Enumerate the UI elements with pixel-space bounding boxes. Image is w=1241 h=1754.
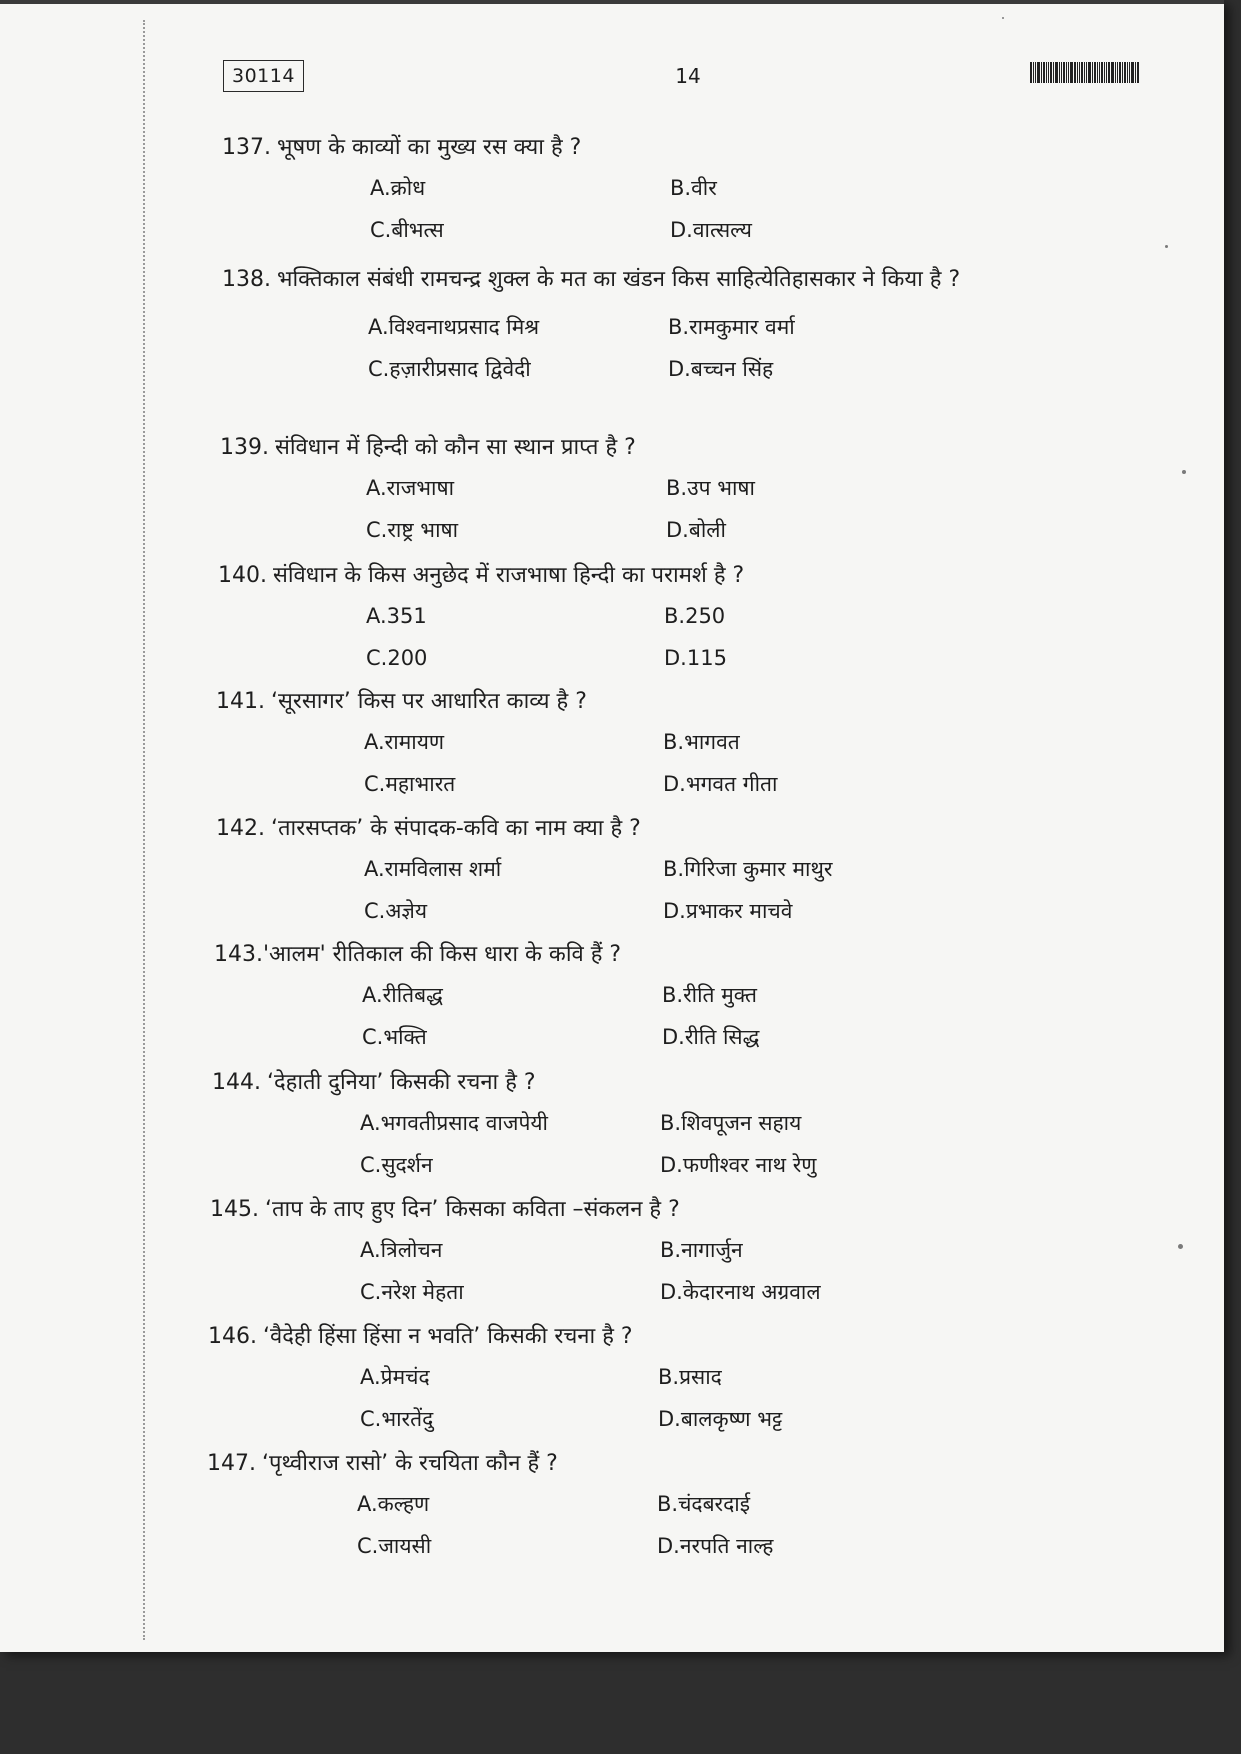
option-c: C.नरेश मेहता (360, 1280, 464, 1304)
option-c: C.सुदर्शन (360, 1153, 433, 1177)
option-b: B.उप भाषा (666, 476, 755, 500)
question-text (214, 940, 1164, 970)
barcode-bar (1086, 62, 1087, 83)
barcode-bar (1111, 62, 1114, 83)
options-row (210, 1235, 1160, 1277)
option-a: A.राजभाषा (366, 476, 455, 500)
barcode-bar (1070, 62, 1073, 83)
barcode-bar (1117, 62, 1118, 83)
question-prompt: 'आलम' रीतिकाल की किस धारा के कवि हैं ? (262, 942, 622, 967)
barcode-bar (1122, 62, 1123, 83)
option-d: D.115 (664, 646, 727, 670)
barcode-bar (1108, 62, 1110, 83)
barcode-bar (1129, 62, 1130, 83)
barcode-bar (1106, 62, 1107, 83)
option-a: A.विश्वनाथप्रसाद मिश्र (368, 315, 540, 339)
option-b: B.नागार्जुन (660, 1238, 743, 1262)
question-prompt: संविधान के किस अनुछेद में राजभाषा हिन्दी का परामर्श है ? (272, 563, 745, 588)
option-d: D.बालकृष्ण भट्ट (658, 1407, 783, 1431)
question-number: 143. (214, 942, 263, 967)
option-c: C.बीभत्स (370, 218, 444, 242)
options-row (208, 1362, 1158, 1404)
option-b: B.गिरिजा कुमार माथुर (663, 857, 833, 881)
question-prompt: ‘ताप के ताए हुए दिन’ किसका कविता –संकलन है ? (264, 1197, 680, 1222)
option-a: A.रामविलास शर्मा (364, 857, 502, 881)
barcode-bar (1041, 62, 1042, 83)
question-number: 141. (216, 689, 265, 714)
option-d: D.नरपति नाल्ह (657, 1534, 774, 1558)
option-d: D.प्रभाकर माचवे (663, 899, 793, 923)
question-prompt: ‘वैदेही हिंसा हिंसा न भवति’ किसकी रचना है ? (262, 1324, 633, 1349)
barcode-icon (1030, 62, 1140, 83)
barcode-bar (1135, 62, 1136, 83)
barcode-bar (1050, 62, 1052, 83)
barcode-bar (1137, 62, 1139, 83)
barcode-bar (1055, 62, 1058, 83)
options-row (210, 1277, 1160, 1319)
question-text (216, 687, 1166, 717)
options-row (218, 601, 1168, 643)
question-prompt: भक्तिकाल संबंधी रामचन्द्र शुक्ल के मत का खंडन किस साहित्येतिहासकार ने किया है ? (276, 267, 961, 292)
scan-edge (0, 0, 1224, 4)
barcode-bar (1079, 62, 1080, 83)
margin-perforation (143, 20, 145, 1640)
question-text (222, 133, 1172, 163)
option-b: B.चंदबरदाई (657, 1492, 751, 1516)
barcode-bar (1127, 62, 1128, 83)
question-140 (218, 561, 1168, 685)
options-row (220, 515, 1170, 557)
option-b: B.रामकुमार वर्मा (668, 315, 795, 339)
barcode-bar (1033, 62, 1034, 83)
option-b: B.भागवत (663, 730, 740, 754)
scan-speck (1002, 17, 1004, 19)
option-d: D.केदारनाथ अग्रवाल (660, 1280, 821, 1304)
question-146 (208, 1322, 1158, 1446)
option-d: D.बच्चन सिंह (668, 357, 774, 381)
options-row (222, 312, 1172, 354)
options-row (222, 354, 1172, 396)
barcode-bar (1088, 62, 1091, 83)
barcode-bar (1092, 62, 1093, 83)
options-row (222, 173, 1172, 215)
options-row (216, 727, 1166, 769)
option-c: C.राष्ट्र भाषा (366, 518, 459, 542)
option-c: C.जायसी (357, 1534, 432, 1558)
question-143 (214, 940, 1164, 1064)
option-b: B.रीति मुक्त (662, 983, 757, 1007)
question-text (208, 1322, 1158, 1352)
question-text (210, 1195, 1160, 1225)
question-prompt: संविधान में हिन्दी को कौन सा स्थान प्राप्त है ? (274, 435, 636, 460)
barcode-bar (1115, 62, 1116, 83)
option-a: A.प्रेमचंद (360, 1365, 430, 1389)
option-c: C.200 (366, 646, 428, 670)
question-text (212, 1068, 1162, 1098)
paper-code-box: 30114 (223, 60, 304, 92)
question-text (220, 433, 1170, 463)
question-text (218, 561, 1168, 591)
barcode-bar (1046, 62, 1047, 83)
barcode-bar (1094, 62, 1096, 83)
option-a: A.रीतिबद्ध (362, 983, 443, 1007)
option-d: D.रीति सिद्ध (662, 1025, 760, 1049)
scan-speck (1182, 470, 1186, 474)
options-row (212, 1150, 1162, 1192)
options-row (218, 643, 1168, 685)
barcode-bar (1043, 62, 1045, 83)
barcode-bar (1077, 62, 1078, 83)
question-137 (222, 133, 1172, 257)
barcode-bar (1119, 62, 1121, 83)
scan-speck (1178, 1244, 1183, 1249)
barcode-bar (1097, 62, 1098, 83)
question-prompt: ‘पृथ्वीराज रासो’ के रचयिता कौन हैं ? (261, 1451, 558, 1476)
barcode-bar (1074, 62, 1076, 83)
option-a: A.क्रोध (370, 176, 426, 200)
option-a: A.कल्हण (357, 1492, 430, 1516)
options-row (216, 769, 1166, 811)
question-145 (210, 1195, 1160, 1319)
question-prompt: भूषण के काव्यों का मुख्य रस क्या है ? (276, 135, 582, 160)
barcode-bar (1104, 62, 1105, 83)
question-text (216, 814, 1166, 844)
question-number: 138. (222, 267, 271, 292)
barcode-bar (1099, 62, 1100, 83)
question-number: 145. (210, 1197, 259, 1222)
option-d: D.बोली (666, 518, 726, 542)
option-c: C.भारतेंदु (360, 1407, 434, 1431)
options-row (220, 473, 1170, 515)
question-number: 146. (208, 1324, 257, 1349)
barcode-bar (1053, 62, 1054, 83)
option-a: A.351 (366, 604, 427, 628)
question-number: 137. (222, 135, 271, 160)
question-141 (216, 687, 1166, 811)
barcode-bar (1131, 62, 1134, 83)
options-row (208, 1404, 1158, 1446)
option-d: D.फणीश्वर नाथ रेणु (660, 1153, 817, 1177)
option-c: C.भक्ति (362, 1025, 427, 1049)
question-144 (212, 1068, 1162, 1192)
question-number: 144. (212, 1070, 261, 1095)
scan-speck (1165, 245, 1168, 248)
option-d: D.भगवत गीता (663, 772, 778, 796)
barcode-bar (1081, 62, 1083, 83)
options-row (207, 1531, 1157, 1573)
barcode-bar (1048, 62, 1049, 83)
option-a: A.त्रिलोचन (360, 1238, 443, 1262)
page-number: 14 (675, 64, 701, 88)
barcode-bar (1084, 62, 1085, 83)
question-number: 147. (207, 1451, 256, 1476)
question-text (222, 262, 1137, 298)
question-number: 139. (220, 435, 269, 460)
options-row (214, 1022, 1164, 1064)
barcode-bar (1063, 62, 1065, 83)
question-text (207, 1449, 1157, 1479)
options-row (212, 1108, 1162, 1150)
option-c: C.महाभारत (364, 772, 456, 796)
options-row (214, 980, 1164, 1022)
options-row (207, 1489, 1157, 1531)
barcode-bar (1124, 62, 1126, 83)
option-b: B.प्रसाद (658, 1365, 722, 1389)
question-142 (216, 814, 1166, 938)
option-d: D.वात्सल्य (670, 218, 752, 242)
question-number: 142. (216, 816, 265, 841)
barcode-bar (1059, 62, 1060, 83)
option-b: B.शिवपूजन सहाय (660, 1111, 802, 1135)
barcode-bar (1035, 62, 1036, 83)
barcode-bar (1030, 62, 1032, 83)
option-b: B.वीर (670, 176, 717, 200)
question-139 (220, 433, 1170, 557)
question-prompt: ‘सूरसागर’ किस पर आधारित काव्य है ? (270, 689, 587, 714)
option-a: A.भगवतीप्रसाद वाजपेयी (360, 1111, 548, 1135)
options-row (222, 215, 1172, 257)
question-prompt: ‘देहाती दुनिया’ किसकी रचना है ? (266, 1070, 536, 1095)
option-b: B.250 (664, 604, 726, 628)
question-138 (222, 262, 1172, 396)
barcode-bar (1101, 62, 1103, 83)
barcode-bar (1061, 62, 1062, 83)
options-row (216, 854, 1166, 896)
barcode-bar (1068, 62, 1069, 83)
question-147 (207, 1449, 1157, 1573)
barcode-bar (1066, 62, 1067, 83)
option-a: A.रामायण (364, 730, 445, 754)
question-prompt: ‘तारसप्तक’ के संपादक-कवि का नाम क्या है ? (270, 816, 641, 841)
options-row (216, 896, 1166, 938)
option-c: C.अज्ञेय (364, 899, 428, 923)
option-c: C.हज़ारीप्रसाद द्विवेदी (368, 357, 531, 381)
question-number: 140. (218, 563, 267, 588)
barcode-bar (1037, 62, 1040, 83)
